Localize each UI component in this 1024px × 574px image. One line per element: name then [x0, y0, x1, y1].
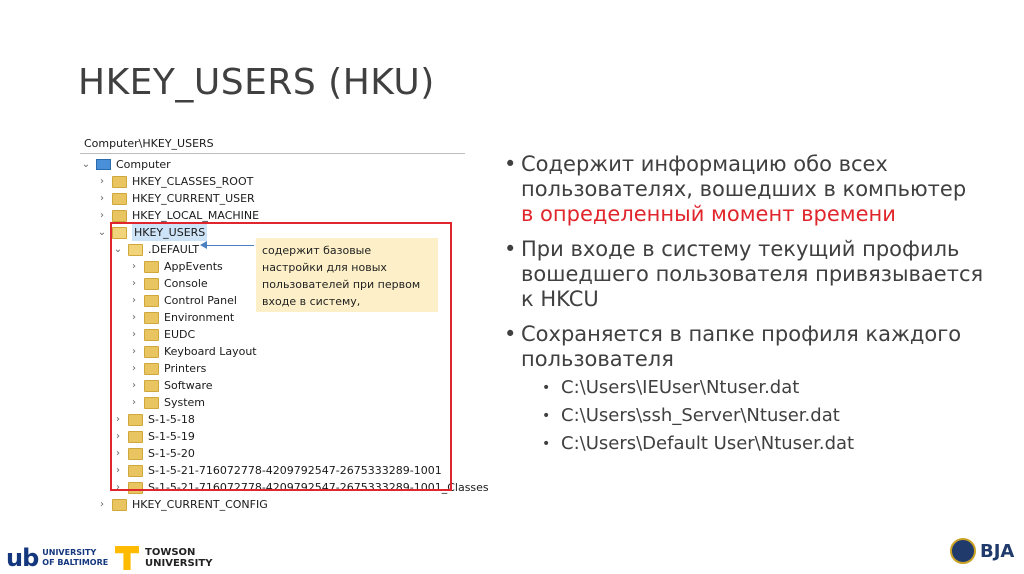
address-bar[interactable]: Computer\HKEY_USERS: [80, 135, 465, 154]
chevron-right-icon[interactable]: ›: [116, 414, 120, 425]
chevron-down-icon[interactable]: ⌄: [81, 159, 91, 170]
tree-label: HKEY_CURRENT_CONFIG: [132, 498, 268, 511]
chevron-right-icon[interactable]: ›: [132, 278, 136, 289]
chevron-down-icon[interactable]: ⌄: [97, 227, 107, 238]
folder-icon: [112, 176, 127, 188]
bullet-item: • Сохраняется в папке профиля каждого пользователя: [504, 322, 984, 372]
chevron-right-icon[interactable]: ›: [132, 329, 136, 340]
sub-bullet-item: • C:\Users\ssh_Server\Ntuser.dat: [504, 402, 984, 430]
chevron-right-icon[interactable]: ›: [100, 193, 104, 204]
tu-wordmark: [145, 547, 212, 569]
chevron-right-icon[interactable]: ›: [116, 448, 120, 459]
page-title: HKEY_USERS (HKU): [78, 62, 435, 103]
chevron-right-icon[interactable]: ›: [116, 431, 120, 442]
tree-label: .DEFAULT: [148, 243, 200, 256]
ub-line1: UNIVERSITY: [42, 548, 97, 557]
folder-icon: [112, 499, 127, 511]
chevron-right-icon[interactable]: ›: [100, 210, 104, 221]
chevron-right-icon[interactable]: ›: [100, 499, 104, 510]
towson-university-logo: [115, 546, 212, 570]
university-of-baltimore-logo: [6, 544, 108, 572]
tree-label: S-1-5-20: [148, 447, 195, 460]
chevron-right-icon[interactable]: ›: [100, 176, 104, 187]
tree-label: Console: [164, 277, 208, 290]
tree-label: Printers: [164, 362, 207, 375]
towson-t-icon: [115, 546, 139, 570]
chevron-right-icon[interactable]: ›: [132, 346, 136, 357]
chevron-right-icon[interactable]: ›: [132, 380, 136, 391]
ub-line2: OF BALTIMORE: [42, 558, 109, 567]
seal-icon: [950, 538, 976, 564]
tree-label: Computer: [116, 158, 171, 171]
sub-bullet-item: • C:\Users\Default User\Ntuser.dat: [504, 430, 984, 458]
tree-item-computer[interactable]: [80, 156, 171, 173]
tree-label: HKEY_USERS: [134, 226, 206, 239]
tree-item-hive[interactable]: [96, 173, 253, 190]
chevron-right-icon[interactable]: ›: [132, 363, 136, 374]
tree-label: S-1-5-21-716072778-4209792547-2675333289-1001_Classes: [148, 481, 489, 494]
tree-label: System: [164, 396, 206, 409]
sub-bullet-item: • C:\Users\IEUser\Ntuser.dat: [504, 374, 984, 402]
chevron-right-icon[interactable]: ›: [116, 482, 120, 493]
arrow-line: [206, 245, 254, 246]
bullet-text: Содержит информацию обо всех пользователях, вошедших в компьютер: [521, 152, 967, 201]
tree-label: EUDC: [164, 328, 196, 341]
tree-label: Environment: [164, 311, 235, 324]
bullet-item: [504, 152, 984, 227]
bja-wordmark: BJA: [980, 540, 1015, 562]
tree-label: S-1-5-19: [148, 430, 195, 443]
callout-note: содержит базовые настройки для новых пользователей при первом входе в систему,: [256, 238, 438, 312]
chevron-down-icon[interactable]: ⌄: [113, 244, 123, 255]
bullet-item: • При входе в систему текущий профиль вошедшего пользователя привязывается к HKCU: [504, 237, 984, 312]
chevron-right-icon[interactable]: ›: [132, 312, 136, 323]
tree-label: Software: [164, 379, 213, 392]
chevron-right-icon[interactable]: ›: [116, 465, 120, 476]
folder-icon: [112, 193, 127, 205]
chevron-right-icon[interactable]: ›: [132, 295, 136, 306]
ub-wordmark: [42, 548, 108, 568]
tu-line2: UNIVERSITY: [145, 558, 213, 569]
computer-icon: [96, 159, 111, 170]
folder-icon: [112, 210, 127, 222]
chevron-right-icon[interactable]: ›: [132, 397, 136, 408]
tree-label: AppEvents: [164, 260, 223, 273]
tree-label: HKEY_LOCAL_MACHINE: [132, 209, 260, 222]
tree-item-hive[interactable]: [96, 190, 255, 207]
tu-line1: TOWSON: [145, 547, 196, 558]
tree-label: S-1-5-21-716072778-4209792547-2675333289-1001: [148, 464, 442, 477]
tree-label: Keyboard Layout: [164, 345, 257, 358]
chevron-right-icon[interactable]: ›: [132, 261, 136, 272]
bullet-highlight: в определенный момент времени: [521, 202, 896, 226]
ub-mark: ub: [6, 544, 39, 572]
bja-logo: [950, 538, 1014, 564]
tree-item-hive[interactable]: [96, 496, 268, 513]
tree-label: S-1-5-18: [148, 413, 195, 426]
tree-label: Control Panel: [164, 294, 237, 307]
bullet-list: [504, 152, 984, 458]
tree-label: HKEY_CURRENT_USER: [132, 192, 255, 205]
tree-label: HKEY_CLASSES_ROOT: [132, 175, 254, 188]
